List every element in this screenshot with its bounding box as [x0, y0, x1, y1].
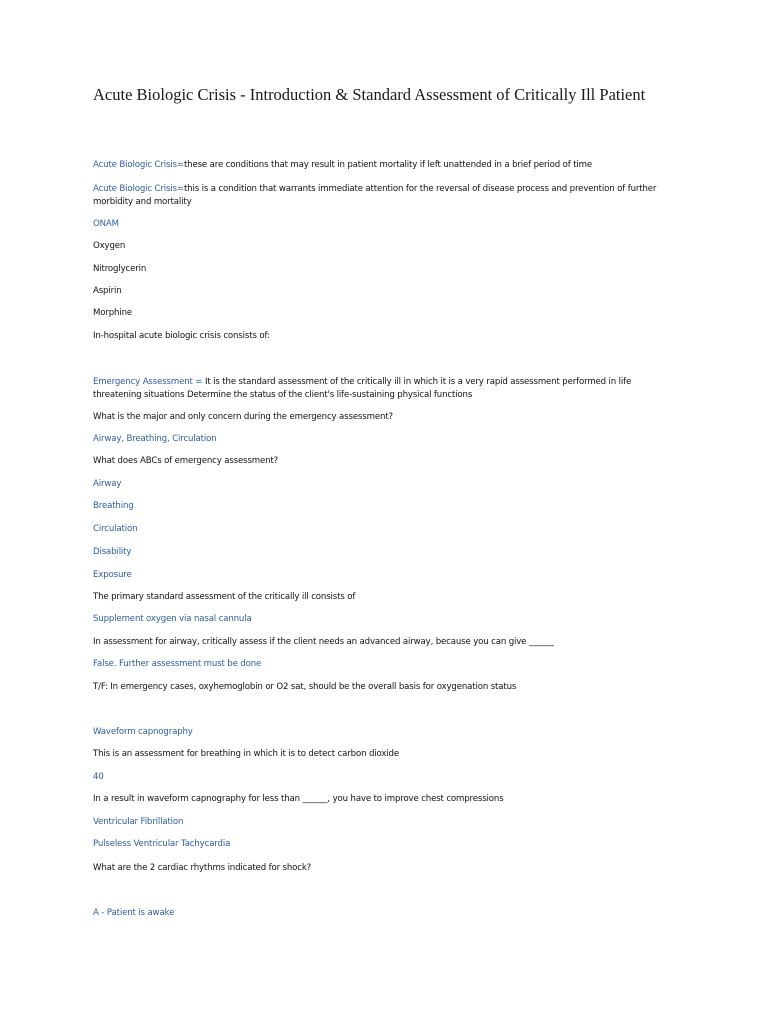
answer-line: ONAM — [93, 219, 119, 229]
document-title: Acute Biologic Crisis - Introduction & Standard Assessment of Critically Ill Patient — [93, 85, 646, 104]
question-line: In assessment for airway, critically assess if the client needs an advanced airway, because you can give ______ — [93, 637, 554, 647]
definition-line — [93, 376, 673, 401]
question-line: The primary standard assessment of the critically ill consists of — [93, 592, 356, 602]
question-line: Morphine — [93, 308, 133, 318]
question-line: What is the major and only concern during the emergency assessment? — [93, 412, 393, 422]
answer-line: Disability — [93, 547, 132, 557]
question-line: In-hospital acute biologic crisis consists of: — [93, 331, 270, 341]
definition-line — [93, 183, 673, 208]
question-line: T/F: In emergency cases, oxyhemoglobin or O2 sat, should be the overall basis for oxygenation status — [93, 682, 517, 692]
answer-line: A - Patient is awake — [93, 908, 175, 918]
definition-term: Acute Biologic Crisis= — [93, 184, 184, 194]
definition-text: It is the standard assessment of the critically ill in which it is a very rapid assessment performed in life threatening situations Determine the status of the client's life-sustaining physical functions — [93, 377, 632, 400]
answer-line: Breathing — [93, 501, 134, 511]
answer-line: Airway, Breathing, Circulation — [93, 434, 217, 444]
answer-line: Ventricular Fibrillation — [93, 817, 184, 827]
question-line: Nitroglycerin — [93, 264, 147, 274]
definition-text: this is a condition that warrants immediate attention for the reversal of disease process and prevention of further morbidity and mortality — [93, 184, 657, 207]
definition-term: Acute Biologic Crisis= — [93, 160, 184, 170]
answer-line: Waveform capnography — [93, 727, 193, 737]
definition-text: these are conditions that may result in patient mortality if left unattended in a brief period of time — [183, 160, 593, 170]
question-line: This is an assessment for breathing in which it is to detect carbon dioxide — [93, 749, 399, 759]
question-line: In a result in waveform capnography for less than ______, you have to improve chest compressions — [93, 794, 504, 804]
question-line: Oxygen — [93, 241, 126, 251]
answer-line: False. Further assessment must be done — [93, 659, 262, 669]
answer-line: Exposure — [93, 570, 132, 580]
answer-line: Airway — [93, 479, 122, 489]
answer-line: Pulseless Ventricular Tachycardia — [93, 839, 231, 849]
question-line: What are the 2 cardiac rhythms indicated for shock? — [93, 863, 312, 873]
definition-term: Emergency Assessment = — [93, 377, 205, 387]
answer-line: 40 — [93, 772, 104, 782]
definition-line — [93, 159, 673, 172]
question-line: Aspirin — [93, 286, 122, 296]
question-line: What does ABCs of emergency assessment? — [93, 456, 279, 466]
answer-line: Supplement oxygen via nasal cannula — [93, 614, 252, 624]
answer-line: Circulation — [93, 524, 138, 534]
